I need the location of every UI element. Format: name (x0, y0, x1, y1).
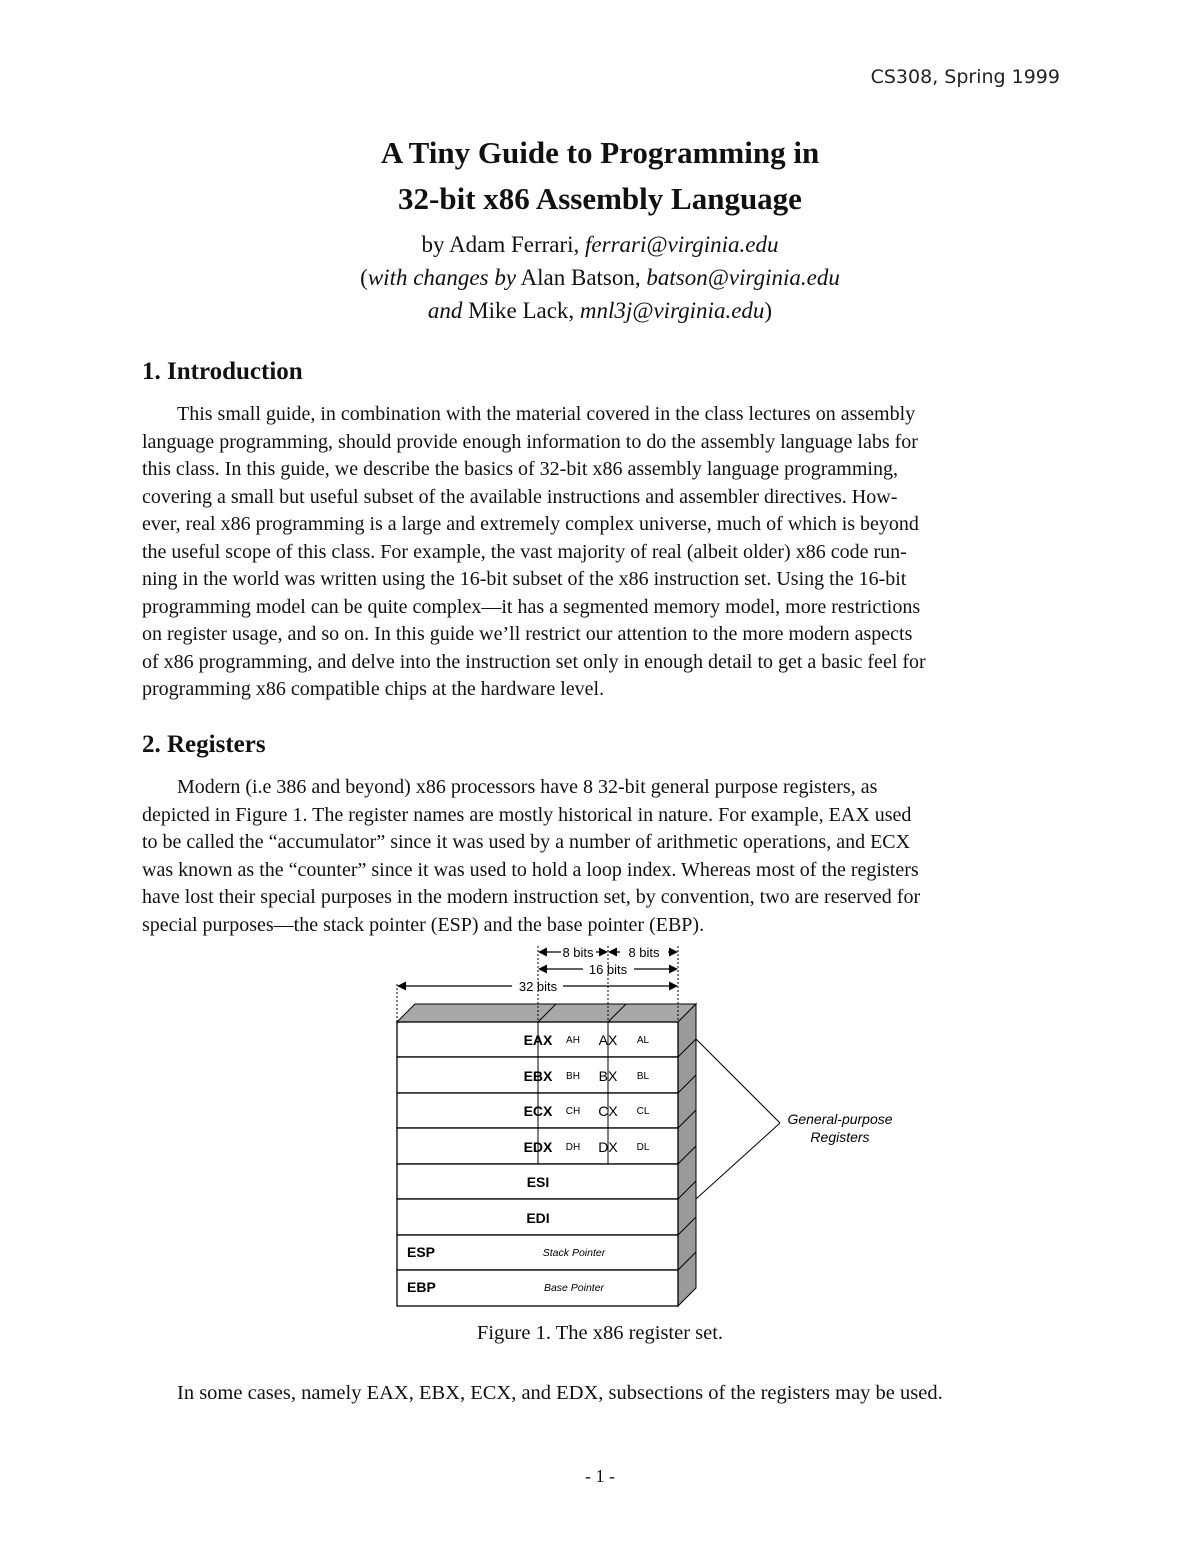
intro-line: programming x86 compatible chips at the hardware level. (142, 678, 605, 700)
byline-open-paren: ( (360, 265, 368, 290)
register-name-esp: ESP (407, 1244, 436, 1260)
register-name-edx: EDX (523, 1139, 553, 1155)
gp-label-line-1: General-purpose (787, 1111, 893, 1127)
register-name-ebx: EBX (523, 1068, 553, 1084)
registers-line: depicted in Figure 1. The register names are mostly historical in nature. For example, EAX used (142, 803, 912, 826)
gp-bracket-upper (696, 1039, 780, 1123)
intro-line: This small guide, in combination with the material covered in the class lectures on assembly (177, 403, 916, 425)
intro-line: covering a small but useful subset of the available instructions and assembler directives. How- (142, 485, 898, 508)
register-low-cl: CL (636, 1106, 650, 1117)
intro-line: on register usage, and so on. In this guide we’ll restrict our attention to the more modern aspects (142, 623, 913, 645)
byline-author-3: Mike Lack, (462, 298, 580, 323)
register-row-ebp (397, 1270, 678, 1306)
intro-line: the useful scope of this class. For example, the vast majority of real (albeit older) x86 code run- (142, 540, 907, 563)
intro-line: this class. In this guide, we describe the basics of 32-bit x86 assembly language programming, (142, 458, 898, 480)
register-low-dl: DL (636, 1142, 650, 1153)
title-line-2: 32-bit x86 Assembly Language (398, 181, 802, 216)
intro-line: ever, real x86 programming is a large and extremely complex universe, much of which is beyond (142, 513, 919, 535)
continuation-line: In some cases, namely EAX, EBX, ECX, and EDX, subsections of the registers may be used. (177, 1382, 943, 1404)
byline-by: by (421, 232, 449, 257)
label-32-bits: 32 bits (518, 979, 558, 994)
register-high-dh: DH (565, 1142, 581, 1153)
label-8-bits-low: 8 bits (628, 945, 660, 960)
register-low-bl: BL (636, 1071, 650, 1082)
byline-email-2: batson@virginia.edu (646, 265, 840, 290)
stack-pointer-label: Stack Pointer (542, 1247, 606, 1259)
register-word-dx: DX (598, 1139, 618, 1155)
title-line-1: A Tiny Guide to Programming in (380, 135, 820, 170)
intro-line: programming model can be quite complex—it has a segmented memory model, more restrictions (142, 595, 921, 618)
gp-label-line-2: Registers (810, 1129, 870, 1145)
label-8-bits-high: 8 bits (562, 945, 594, 960)
register-high-ch: CH (565, 1106, 581, 1117)
register-word-bx: BX (598, 1068, 618, 1084)
byline-and-word: and (427, 298, 463, 323)
register-word-ax: AX (598, 1032, 618, 1048)
register-name-ebp: EBP (407, 1279, 436, 1295)
byline-email-3: mnl3j@virginia.edu (579, 298, 765, 323)
intro-line: of x86 programming, and delve into the instruction set only in enough detail to get a basic feel for (142, 650, 926, 673)
register-name-esi: ESI (526, 1174, 550, 1190)
running-header: CS308, Spring 1999 (870, 66, 1060, 88)
register-name-eax: EAX (523, 1032, 553, 1048)
byline-with-changes: with changes by (367, 265, 517, 290)
register-name-edi: EDI (526, 1210, 550, 1226)
intro-line: language programming, should provide enough information to do the assembly language labs for (142, 430, 918, 453)
byline-close-paren: ) (764, 298, 773, 323)
gp-bracket-lower (696, 1123, 780, 1199)
page-number: - 1 - (585, 1466, 615, 1486)
register-name-ecx: ECX (523, 1103, 553, 1119)
byline-email-1: ferrari@virginia.edu (585, 232, 779, 257)
registers-line: Modern (i.e 386 and beyond) x86 processors have 8 32-bit general purpose registers, as (177, 776, 878, 798)
registers-line: special purposes—the stack pointer (ESP) and the base pointer (EBP). (142, 913, 705, 936)
section-heading-introduction: 1. Introduction (142, 358, 303, 385)
register-row-esp (397, 1235, 678, 1270)
byline-author-2: Alan Batson, (516, 265, 647, 290)
registers-line: was known as the “counter” since it was used to hold a loop index. Whereas most of the registers (142, 858, 919, 881)
register-low-al: AL (636, 1035, 650, 1046)
register-word-cx: CX (598, 1103, 618, 1119)
byline-author-1: Adam Ferrari, (449, 232, 586, 257)
base-pointer-label: Base Pointer (543, 1282, 605, 1294)
registers-line: to be called the “accumulator” since it was used by a number of arithmetic operations, and ECX (142, 831, 911, 853)
registers-line: have lost their special purposes in the modern instruction set, by convention, two are reserved for (142, 886, 921, 908)
register-high-bh: BH (566, 1071, 580, 1082)
figure-caption: Figure 1. The x86 register set. (476, 1322, 724, 1344)
label-16-bits: 16 bits (588, 962, 628, 977)
intro-line: ning in the world was written using the 16-bit subset of the x86 instruction set. Using the 16-bit (142, 568, 907, 590)
section-heading-registers: 2. Registers (142, 731, 266, 758)
register-high-ah: AH (566, 1035, 580, 1046)
